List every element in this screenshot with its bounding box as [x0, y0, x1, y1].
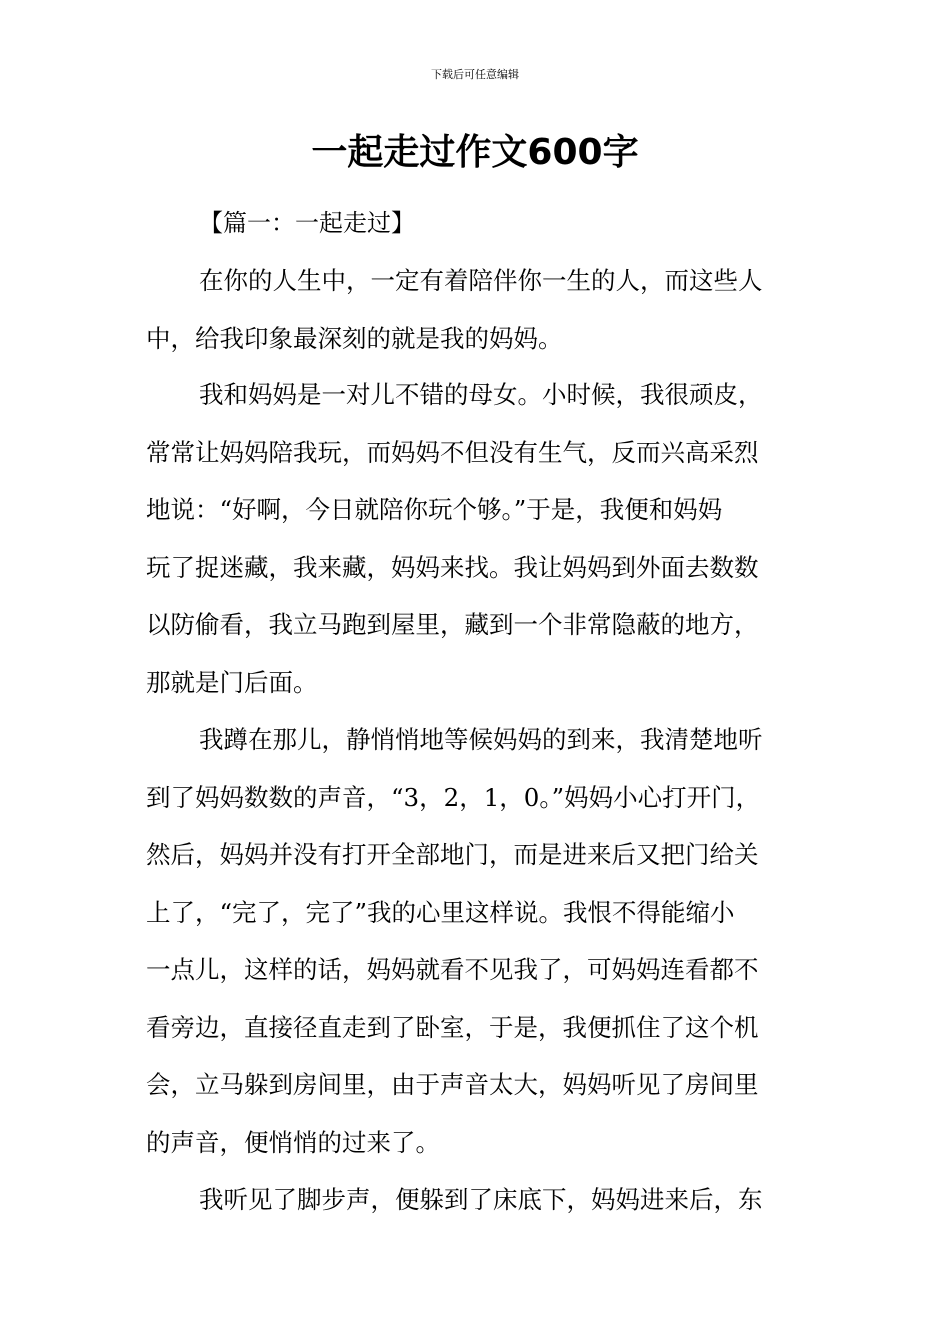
paragraph-line: 那就是门后面。	[146, 667, 318, 697]
paragraph-3	[146, 711, 816, 1171]
paragraph-1	[146, 252, 816, 367]
paragraph-line: 会，立马躲到房间里，由于声音太大，妈妈听见了房间里	[146, 1070, 759, 1099]
paragraph-line: 的声音，便悄悄的过来了。	[146, 1127, 440, 1157]
paragraph-line: 然后，妈妈并没有打开全部地门，而是进来后又把门给关	[146, 840, 759, 869]
paragraph-line: 一点儿，这样的话，妈妈就看不见我了，可妈妈连看都不	[146, 955, 759, 984]
paragraph-line: 地说：“好啊，今日就陪你玩个够。”于是，我便和妈妈	[146, 495, 723, 524]
header-note: 下载后可任意编辑	[431, 68, 519, 81]
paragraph-line: 看旁边，直接径直走到了卧室，于是，我便抓住了这个机	[146, 1012, 759, 1042]
paragraph-line: 我和妈妈是一对儿不错的母女。小时候，我很顽皮，	[199, 380, 763, 409]
paragraph-line: 常常让妈妈陪我玩，而妈妈不但没有生气，反而兴高采烈	[146, 437, 759, 467]
section-heading: 【篇一：一起走过】	[199, 209, 415, 237]
document-title: 一起走过作文600字	[311, 132, 639, 173]
paragraph-line: 上了，“完了，完了”我的心里这样说。我恨不得能缩小	[146, 897, 735, 927]
paragraph-2	[146, 366, 816, 711]
paragraph-line: 到了妈妈数数的声音，“3，2，1，0。”妈妈小心打开门，	[146, 782, 761, 812]
paragraph-line: 玩了捉迷藏，我来藏，妈妈来找。我让妈妈到外面去数数	[146, 552, 759, 582]
paragraph-line: 中，给我印象最深刻的就是我的妈妈。	[146, 323, 563, 353]
paragraph-line: 以防偷看，我立马跑到屋里，藏到一个非常隐蔽的地方，	[146, 610, 759, 639]
paragraph-4	[146, 1171, 816, 1229]
paragraph-line: 在你的人生中，一定有着陪伴你一生的人，而这些人	[199, 266, 763, 295]
paragraph-line: 我蹲在那儿，静悄悄地等候妈妈的到来，我清楚地听	[199, 725, 763, 754]
paragraph-line: 我听见了脚步声，便躲到了床底下，妈妈进来后，东	[199, 1185, 763, 1214]
